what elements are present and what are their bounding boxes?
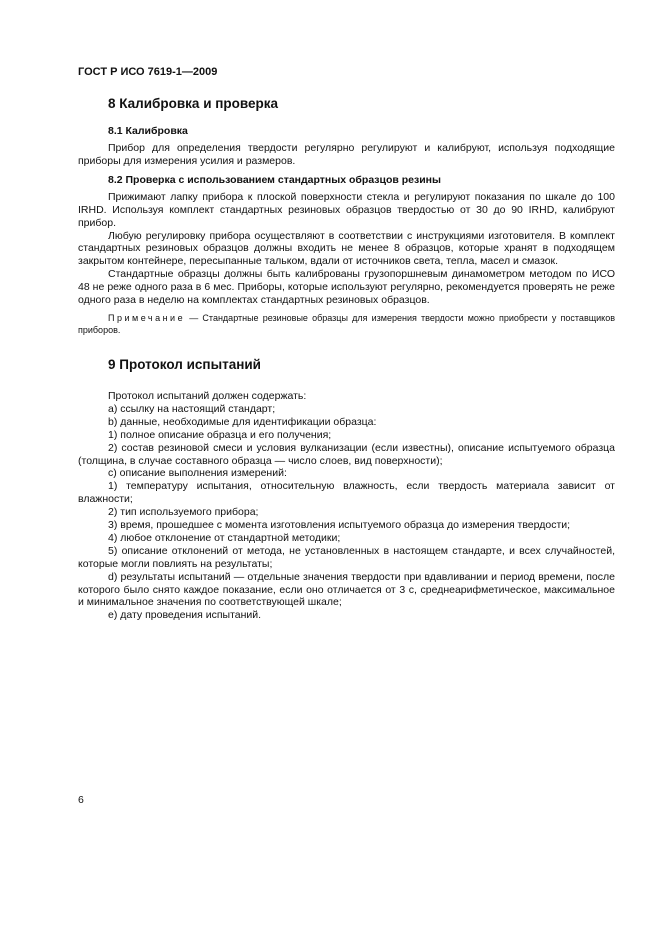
list-item: 2) тип используемого прибора;	[108, 506, 259, 519]
section-8-1-heading: 8.1 Калибровка	[108, 125, 188, 137]
note-text: — Стандартные резиновые образцы для измерения твердости можно приобрести у поставщиков приборов.	[78, 312, 615, 336]
note	[78, 312, 615, 337]
note-label: Примечание	[108, 312, 186, 323]
section-9-heading: 9 Протокол испытаний	[108, 356, 261, 372]
list-item: 2) состав резиновой смеси и условия вулканизации (если известны), описание испытуемого образца (толщина, в случае составного образца — число слоев, вид поверхности);	[78, 441, 615, 467]
list-item: 5) описание отклонений от метода, не установленных в настоящем стандарте, и всех случайностей, которые могли повлиять на результаты;	[78, 544, 615, 570]
document-header: ГОСТ Р ИСО 7619-1—2009	[78, 66, 218, 78]
paragraph: Прижимают лапку прибора к плоской поверхности стекла и регулируют показания по шкале до 100 IRHD. Используя комплект стандартных резиновых образцов твердостью от 30 до 90 IRHD, калибруют прибор.	[78, 190, 615, 229]
list-item: b) данные, необходимые для идентификации образца:	[108, 415, 377, 428]
list-item: a) ссылку на настоящий стандарт;	[108, 402, 276, 415]
section-8-2-heading: 8.2 Проверка с использованием стандартных образцов резины	[108, 173, 441, 186]
list-item: e) дату проведения испытаний.	[108, 609, 262, 622]
page-number: 6	[78, 794, 84, 806]
list-item: Протокол испытаний должен содержать:	[108, 389, 307, 402]
list-item: 4) любое отклонение от стандартной методики;	[108, 531, 341, 544]
list-item: c) описание выполнения измерений:	[108, 467, 287, 480]
list-item: 3) время, прошедшее с момента изготовления испытуемого образца до измерения твердости;	[108, 519, 571, 532]
paragraph: Прибор для определения твердости регулярно регулируют и калибруют, используя подходящие приборы для измерения усилия и размеров.	[78, 142, 615, 167]
paragraph: Любую регулировку прибора осуществляют в соответствии с инструкциями изготовителя. В комплект стандартных резиновых образцов должны входить не менее 8 образцов, которые хранят в подходящем закрытом контейнере, пересыпанные тальком, вдали от источников света, тепла, масел и смазок.	[78, 229, 615, 268]
list-item: 1) полное описание образца и его получения;	[108, 428, 332, 441]
document-page	[78, 66, 615, 622]
section-8-heading: 8 Калибровка и проверка	[108, 96, 279, 111]
list-item: 1) температуру испытания, относительную влажность, если твердость материала зависит от влажности;	[78, 480, 615, 506]
list-item: d) результаты испытаний — отдельные значения твердости при вдавливании и период времени, после которого было снято каждое показание, если оно отличается от 3 с, среднеарифметическое, максимальное и минимальное значения по соответствующей шкале;	[78, 570, 615, 609]
paragraph: Стандартные образцы должны быть калиброваны грузопоршневым динамометром методом по ИСО 48 не реже одного раза в 6 мес. Приборы, которые используют регулярно, рекомендуется проверять не реже одного раза в неделю на комплектах стандартных резиновых образцов.	[78, 268, 615, 307]
